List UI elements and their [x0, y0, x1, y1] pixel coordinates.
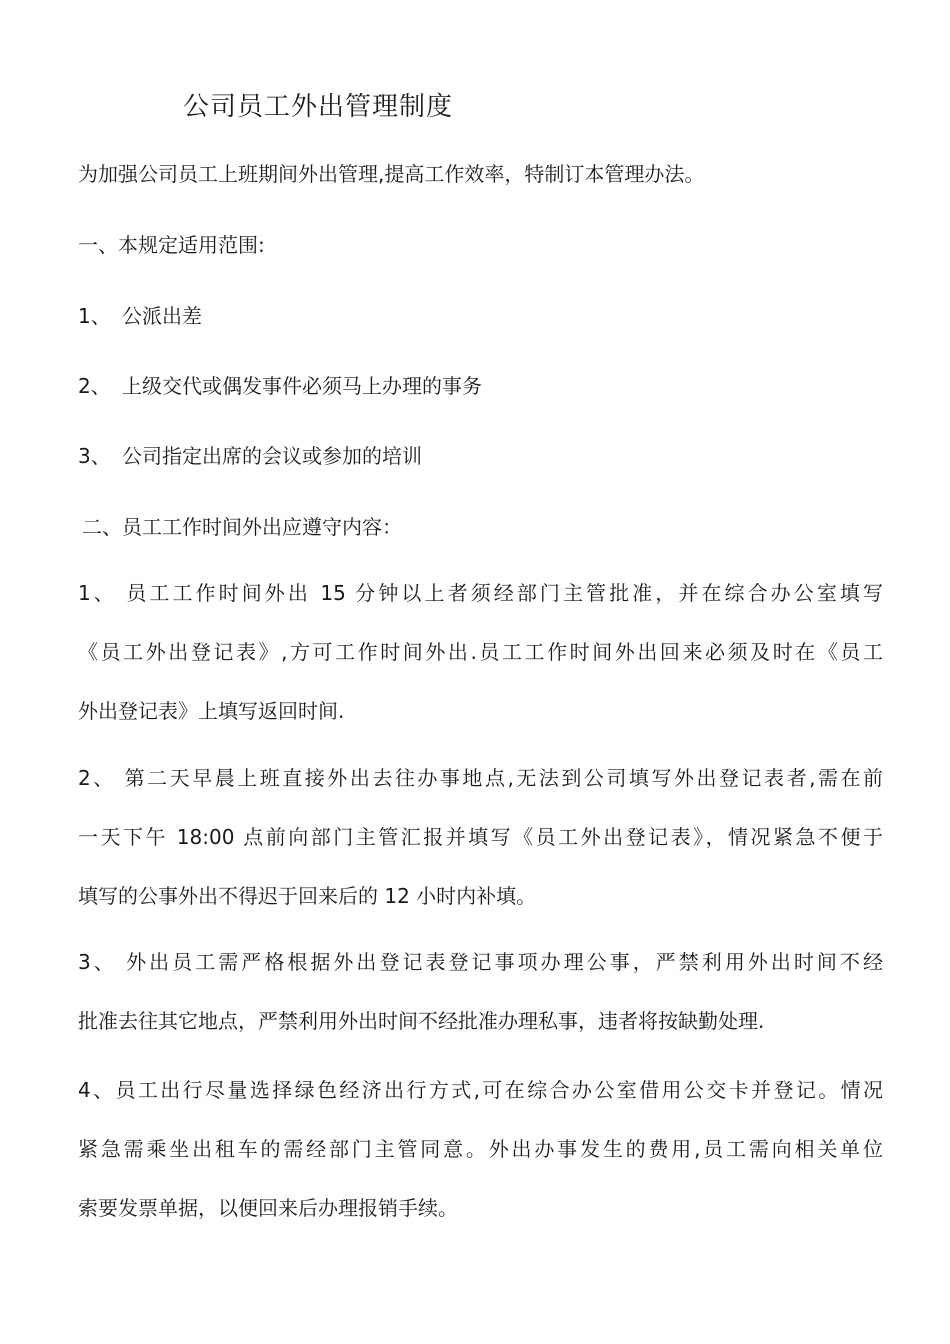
- rule-paragraph-3: [78, 933, 883, 1051]
- rule-paragraph-4: [78, 1061, 883, 1238]
- paragraph-line: 2、 第二天早晨上班直接外出去往办事地点,无法到公司填写外出登记表者,需在前: [78, 766, 883, 790]
- item-text: 公司指定出席的会议或参加的培训: [122, 444, 422, 468]
- item-text: 上级交代或偶发事件必须马上办理的事务: [122, 374, 482, 398]
- paragraph-line: 外出登记表》上填写返回时间.: [78, 699, 345, 723]
- paragraph-line: 1、 员工工作时间外出 15 分钟以上者须经部门主管批准，并在综合办公室填写: [78, 581, 883, 605]
- section1-item: [78, 370, 482, 399]
- section1-heading: 一、本规定适用范围:: [78, 233, 265, 257]
- section1-item: [78, 440, 422, 469]
- paragraph-line: 一天下午 18:00 点前向部门主管汇报并填写《员工外出登记表》，情况紧急不便于: [78, 825, 883, 849]
- paragraph-line: 批准去往其它地点，严禁利用外出时间不经批准办理私事，违者将按缺勤处理.: [78, 1009, 765, 1033]
- rule-paragraph-1: [78, 564, 883, 741]
- intro-paragraph: 为加强公司员工上班期间外出管理,提高工作效率，特制订本管理办法。: [78, 162, 705, 186]
- section2-heading: 二、员工工作时间外出应遵守内容：: [82, 515, 402, 539]
- item-number: 2、: [78, 374, 111, 398]
- item-text: 公派出差: [122, 304, 202, 328]
- paragraph-line: 4、员工出行尽量选择绿色经济出行方式,可在综合办公室借用公交卡并登记。情况: [78, 1078, 883, 1102]
- paragraph-line: 3、 外出员工需严格根据外出登记表登记事项办理公事，严禁利用外出时间不经: [78, 950, 883, 974]
- item-number: 3、: [78, 444, 111, 468]
- paragraph-line: 《员工外出登记表》,方可工作时间外出.员工工作时间外出回来必须及时在《员工: [78, 640, 883, 664]
- rule-paragraph-2: [78, 749, 883, 926]
- paragraph-line: 填写的公事外出不得迟于回来后的 12 小时内补填。: [78, 884, 537, 908]
- item-number: 1、: [78, 304, 111, 328]
- paragraph-line: 紧急需乘坐出租车的需经部门主管同意。外出办事发生的费用,员工需向相关单位: [78, 1137, 883, 1161]
- section1-item: [78, 300, 202, 329]
- paragraph-line: 索要发票单据，以便回来后办理报销手续。: [78, 1196, 458, 1220]
- document-title: 公司员工外出管理制度: [183, 92, 454, 122]
